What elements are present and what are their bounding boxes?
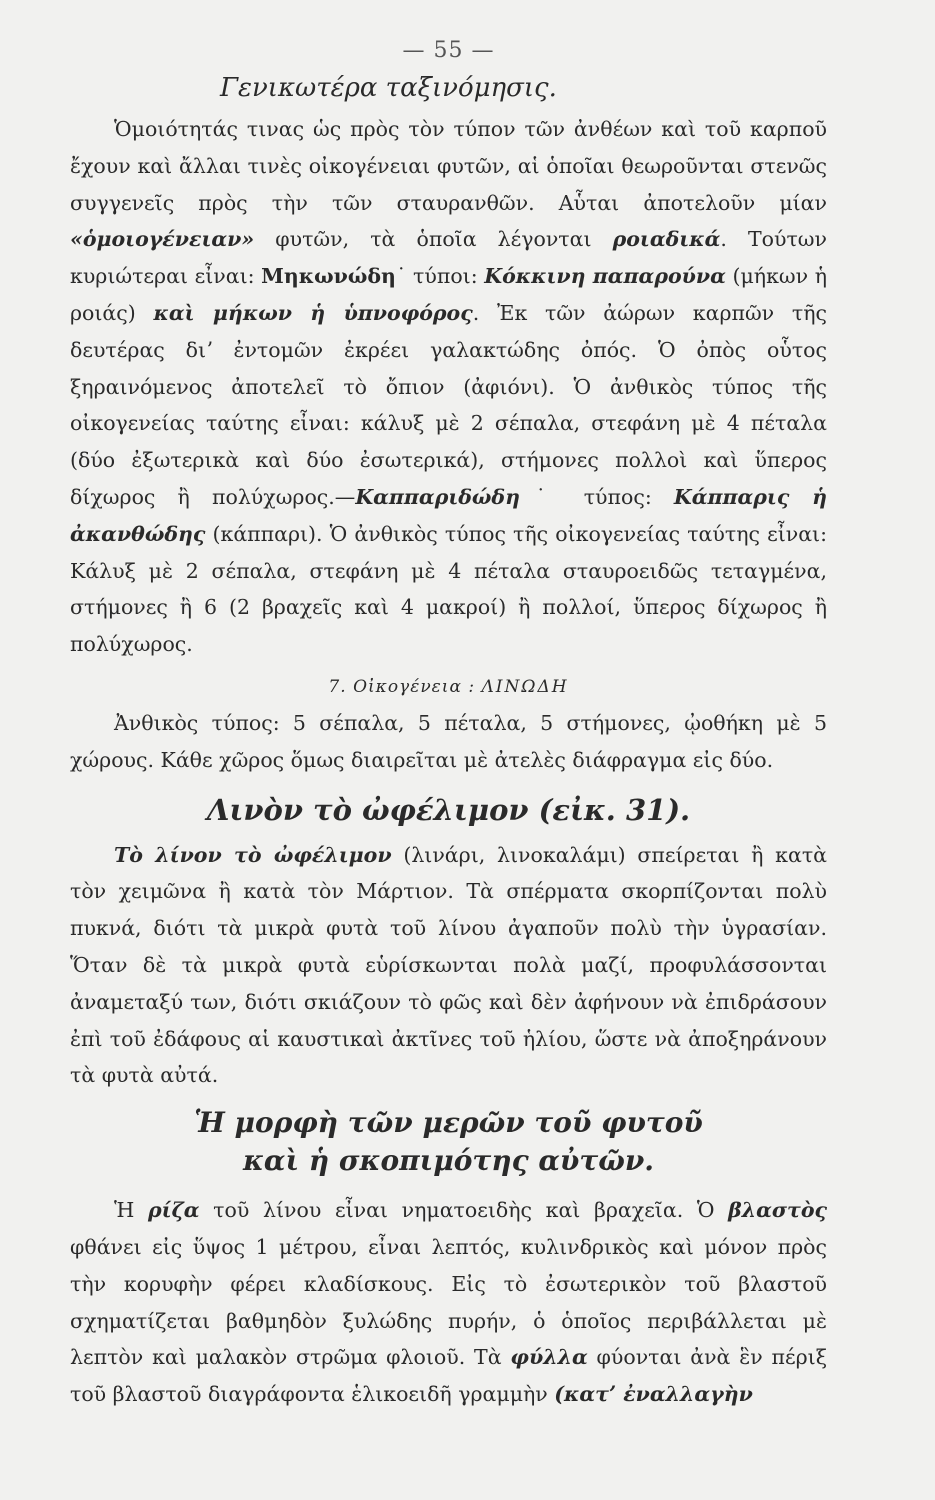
text-run: ˙ τύπος:: [520, 484, 674, 509]
paragraph-linum-sowing: [70, 837, 827, 1095]
text-run: φθάνει εἰς ὕψος 1 μέτρου, εἶναι λεπτός, κυλινδρικὸς καὶ μόνον πρὸς τὴν κορυφὴν φέρει κλαδίσκους. Εἰς τὸ ἐσωτερικὸν τοῦ βλαστοῦ σχηματίζεται βαθμηδὸν ξυλώδης πυρήν, ὁ ὁποῖος περιβάλλεται μὲ λεπτὸν καὶ μαλακὸν στρῶμα φλοιοῦ. Τὰ: [70, 1234, 827, 1370]
text-run: Ἡ: [114, 1198, 149, 1223]
text-run: τοῦ λίνου εἶναι νηματοειδὴς καὶ βραχεῖα. Ὁ: [199, 1198, 729, 1223]
text-run: (κάππαρι). Ὁ ἀνθικὸς τύπος τῆς οἰκογενείας ταύτης εἶναι: Κάλυξ μὲ 2 σέπαλα, στεφάνη μὲ 4 πέταλα σταυροειδῶς τεταγμένα, στήμονες ἢ 6 (2 βραχεῖς καὶ 4 μακροί) ἢ πολλοί, ὕπερος δίχωρος ἢ πολύχωρος.: [70, 521, 827, 657]
term-mikon-ypnoforos: καὶ μήκων ἡ ὑπνοφόρος: [153, 300, 473, 325]
family-number: 7.: [328, 676, 347, 697]
family-heading: [70, 677, 827, 697]
text-run: . Ἐκ τῶν ἀώρων καρπῶν τῆς δευτέρας διʼ ἐντομῶν ἐκρέει γαλακτώδης ὀπός. Ὁ ὀπὸς οὗτος ξηραινόμενος ἀποτελεῖ τὸ ὄπιον (ἀφιόνι). Ὁ ἀνθικὸς τύπος τῆς οἰκογενείας ταύτης εἶναι: κάλυξ μὲ 2 σέπαλα, στεφάνη μὲ 4 πέταλα (δύο ἐξωτερικὰ καὶ δύο ἐσωτερικά), στήμονες πολλοὶ καὶ ὕπερος δίχωρος ἢ πολύχωρος.—: [70, 300, 827, 509]
text-run: Ὁμοιότητάς τινας ὡς πρὸς τὸν τύπον τῶν ἀνθέων καὶ τοῦ καρποῦ ἔχουν καὶ ἄλλαι τινὲς οἰκογένειαι φυτῶν, αἱ ὁποῖαι θεωροῦνται στενῶς συγγενεῖς πρὸς τὴν τῶν σταυρανθῶν. Αὗται ἀποτελοῦν μίαν: [70, 117, 827, 215]
text-run: φυτῶν, τὰ ὁποῖα λέγονται: [254, 227, 613, 252]
term-riza: ρίζα: [148, 1198, 200, 1223]
term-linon: Τὸ λίνον τὸ ὠφέλιμον: [114, 842, 392, 867]
text-run: . Τούτων κυριώτεραι εἶναι:: [70, 227, 827, 289]
term-kokkini-paparouna: Κόκκινη παπαρούνα: [484, 264, 726, 289]
heading-line-2: καὶ ἡ σκοπιμότης αὐτῶν.: [242, 1144, 655, 1178]
term-mikonodi: Μηκωνώδη: [261, 264, 396, 289]
section-heading-classification: Γενικωτέρα ταξινόμησις.: [220, 73, 557, 103]
paragraph-linum-parts: [70, 1192, 827, 1413]
term-fylla: φύλλα: [510, 1345, 588, 1370]
family-label: Οἰκογένεια :: [353, 676, 476, 697]
paragraph-papaver-capparis: [70, 111, 827, 663]
text-run: ˙ τύποι:: [395, 264, 485, 289]
term-vlastos: βλαστὸς: [728, 1198, 827, 1223]
paragraph-linaceae-type: Ἀνθικὸς τύπος: 5 σέπαλα, 5 πέταλα, 5 στήμονες, ᾠοθήκη μὲ 5 χώρους. Κάθε χῶρος ὅμως διαιρεῖται μὲ ἀτελὲς διάφραγμα εἰς δύο.: [70, 710, 827, 772]
family-name: ΛΙΝΩΔΗ: [481, 676, 569, 697]
text-run: (λινάρι, λινοκαλάμι) σπείρεται ἢ κατὰ τὸν χειμῶνα ἢ κατὰ τὸν Μάρτιον. Τὰ σπέρματα σκορπίζονται πολὺ πυκνά, διότι τὰ μικρὰ φυτὰ τοῦ λίνου ἀγαποῦν πολὺ τὴν ὑγρασίαν. Ὅταν δὲ τὰ μικρὰ φυτὰ εὑρίσκωνται πολὰ μαζί, προφυλάσσονται ἀναμεταξύ των, διότι σκιάζουν τὸ φῶς καὶ δὲν ἀφήνουν νὰ ἐπιδράσουν ἐπὶ τοῦ ἐδάφους αἱ καυστικαὶ ἀκτῖνες τοῦ ἡλίου, ὥστε νὰ ἀποξηράνουν τὰ φυτὰ αὐτά.: [70, 842, 827, 1088]
term-kat-enallagin: (κατʼ ἐναλλαγὴν: [554, 1382, 753, 1407]
term-kapparis: Κάππαρις ἡ ἀκανθώδης: [70, 484, 827, 546]
section-heading-linum: Λινὸν τὸ ὠφέλιμον (εἰκ. 31).: [206, 792, 691, 827]
heading-line-1: Ἡ μορφὴ τῶν μερῶν τοῦ φυτοῦ: [194, 1106, 703, 1140]
term-roiadika: ροιαδικά: [612, 227, 721, 252]
text-run: (μήκων ἡ ροιάς): [70, 264, 827, 325]
term-homoiogeneia: «ὁμοιογένειαν»: [70, 227, 255, 252]
term-kapparidodi: Καππαριδώδη: [355, 484, 521, 509]
page-number: — 55 —: [402, 38, 495, 63]
text-run: φύονται ἀνὰ ἓν πέριξ τοῦ βλαστοῦ διαγράφοντα ἑλικοειδῆ γραμμὴν: [70, 1345, 828, 1407]
section-heading-morphology: [70, 1104, 827, 1180]
